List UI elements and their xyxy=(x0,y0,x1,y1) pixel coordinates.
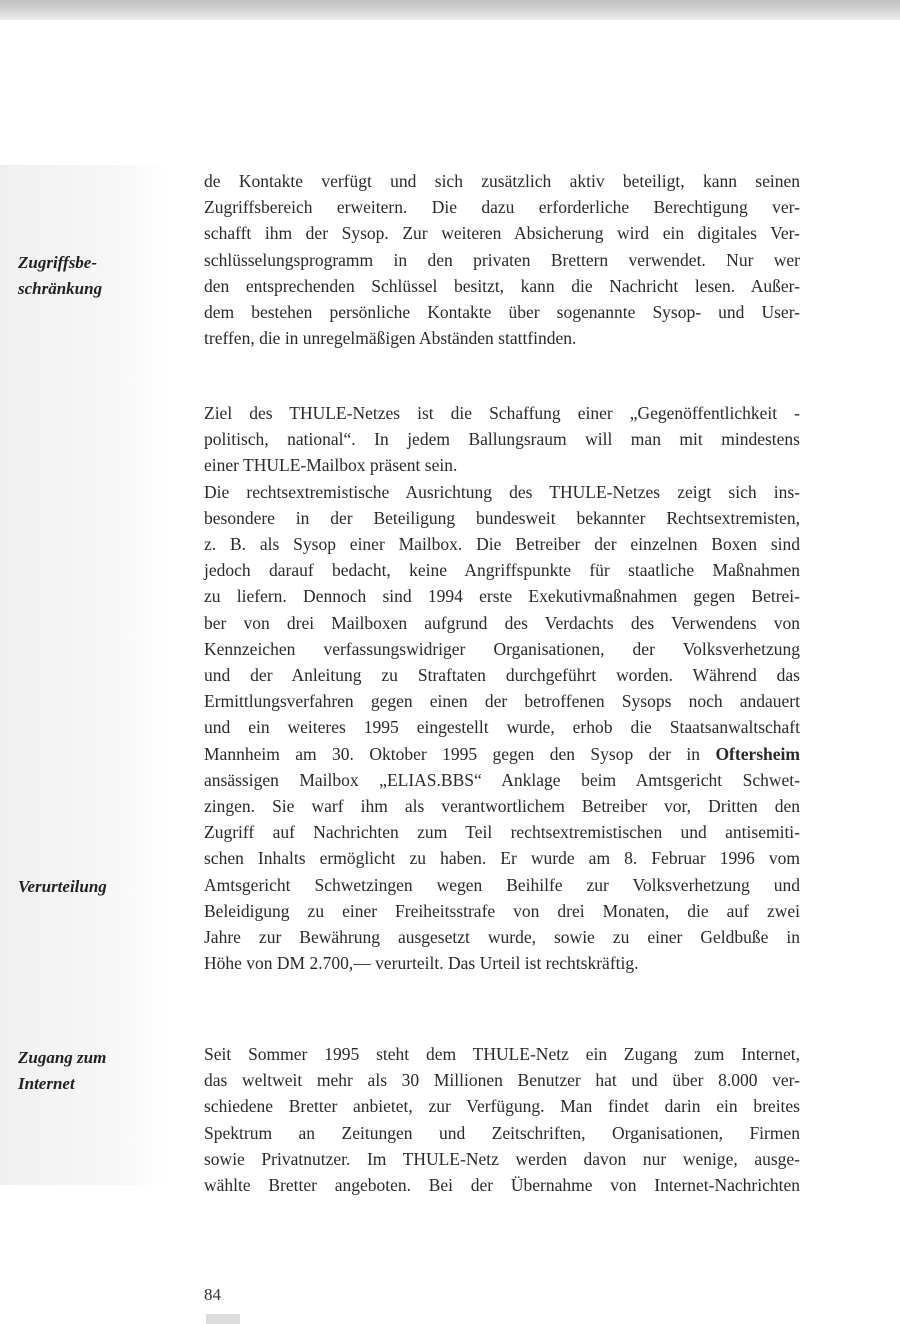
p3_before-line: und ein weiteres 1995 eingestellt wurde, erhob die Staatsanwaltschaft xyxy=(204,717,800,738)
p4-line: Seit Sommer 1995 steht dem THULE-Netz ein Zugang zum Internet, xyxy=(204,1044,800,1064)
p1-line: treffen, die in unregelmäßigen Abständen stattfinden. xyxy=(204,328,577,349)
paragraph-3-line-text: Mannheim am 30. Oktober 1995 gegen den Sysop der in xyxy=(204,743,701,764)
scan-top-edge xyxy=(0,0,900,20)
p1-line: de Kontakte verfügt und sich zusätzlich aktiv beteiligt, kann seinen xyxy=(204,171,800,191)
paragraph-3-bold-line xyxy=(204,741,800,767)
p3_before-line: besondere in der Beteiligung bundesweit bekannter Rechtsextremisten, xyxy=(204,507,800,528)
margin-note-zugang-internet xyxy=(18,1045,166,1097)
p1-line: Zugriffsbereich erweitern. Die dazu erforderliche Berechtigung ver- xyxy=(204,197,800,218)
p4-line: schiedene Bretter anbietet, zur Verfügung. Man findet darin ein breites xyxy=(204,1096,800,1117)
p4-line: das weltweit mehr als 30 Millionen Benutzer hat und über 8.000 ver- xyxy=(204,1070,800,1091)
page-number: 84 xyxy=(204,1285,221,1304)
margin-note-internet-line1: Zugang zum xyxy=(18,1048,107,1067)
p3_before-line: Ermittlungsverfahren gegen einen der betroffenen Sysops noch andauert xyxy=(204,691,800,712)
p3_before-line: Die rechtsextremistische Ausrichtung des THULE-Netzes zeigt sich ins- xyxy=(204,481,800,502)
p1-line: schafft ihm der Sysop. Zur weiteren Absicherung wird ein digitales Ver- xyxy=(204,223,800,244)
place-oftersheim: Oftersheim xyxy=(715,743,800,764)
p3_before-line: jedoch darauf bedacht, keine Angriffspunkte für staatliche Maßnahmen xyxy=(204,560,800,581)
p2-line: politisch, national“. In jedem Ballungsraum will man mit mindestens xyxy=(204,429,800,450)
scan-bottom-mark xyxy=(206,1314,240,1324)
margin-note-zugriff-line1: Zugriffsbe- xyxy=(18,253,98,272)
margin-note-verurteilung: Verurteilung xyxy=(18,877,107,896)
margin-note-internet-line2: Internet xyxy=(18,1074,75,1093)
p3_after-line: zingen. Sie warf ihm als verantwortlichem Betreiber vor, Dritten den xyxy=(204,796,800,817)
p3_after-line: Jahre zur Bewährung ausgesetzt wurde, sowie zu einer Geldbuße in xyxy=(204,927,800,948)
p3_before-line: und der Anleitung zu Straftaten durchgeführt worden. Während das xyxy=(204,665,800,686)
p4-line: wählte Bretter angeboten. Bei der Übernahme von Internet-Nachrichten xyxy=(204,1175,800,1196)
p3_after-line: Zugriff auf Nachrichten zum Teil rechtsextremistischen und antisemiti- xyxy=(204,822,800,843)
p3_after-line: Beleidigung zu einer Freiheitsstrafe von drei Monaten, die auf zwei xyxy=(204,900,800,921)
margin-column-shade xyxy=(0,165,168,1185)
p3_before-line: Kennzeichen verfassungswidriger Organisationen, der Volksverhetzung xyxy=(204,638,800,659)
margin-note-zugriff-line2: schränkung xyxy=(18,279,103,298)
p2-line: einer THULE-Mailbox präsent sein. xyxy=(204,455,458,476)
paragraph-4 xyxy=(204,1041,800,1198)
paragraph-1 xyxy=(204,168,800,351)
p3_before-line: z. B. als Sysop einer Mailbox. Die Betreiber der einzelnen Boxen sind xyxy=(204,534,800,554)
p3_after-line: Amtsgericht Schwetzingen wegen Beihilfe zur Volksverhetzung und xyxy=(204,874,800,895)
p3_after-line: Höhe von DM 2.700,— verurteilt. Das Urteil ist rechtskräftig. xyxy=(204,953,639,974)
p3_after-line: schen Inhalts ermöglicht zu haben. Er wurde am 8. Februar 1996 vom xyxy=(204,848,800,869)
margin-note-zugriffsbeschraenkung xyxy=(18,250,166,302)
p4-line: Spektrum an Zeitungen und Zeitschriften, Organisationen, Firmen xyxy=(204,1122,800,1143)
p3_after-line: ansässigen Mailbox „ELIAS.BBS“ Anklage beim Amtsgericht Schwet- xyxy=(204,769,800,790)
paragraph-2 xyxy=(204,400,800,479)
p1-line: den entsprechenden Schlüssel besitzt, kann die Nachricht lesen. Außer- xyxy=(204,275,800,296)
p3_before-line: ber von drei Mailboxen aufgrund des Verdachts des Verwendens von xyxy=(204,612,800,633)
paragraph-3 xyxy=(204,479,800,977)
p1-line: schlüsselungsprogramm in den privaten Brettern verwendet. Nur wer xyxy=(204,249,800,270)
p3_before-line: zu liefern. Dennoch sind 1994 erste Exekutivmaßnahmen gegen Betrei- xyxy=(204,586,800,607)
p2-line: Ziel des THULE-Netzes ist die Schaffung einer „Gegenöffentlichkeit - xyxy=(204,403,800,423)
p1-line: dem bestehen persönliche Kontakte über sogenannte Sysop- und User- xyxy=(204,302,800,323)
p4-line: sowie Privatnutzer. Im THULE-Netz werden davon nur wenige, ausge- xyxy=(204,1148,800,1169)
